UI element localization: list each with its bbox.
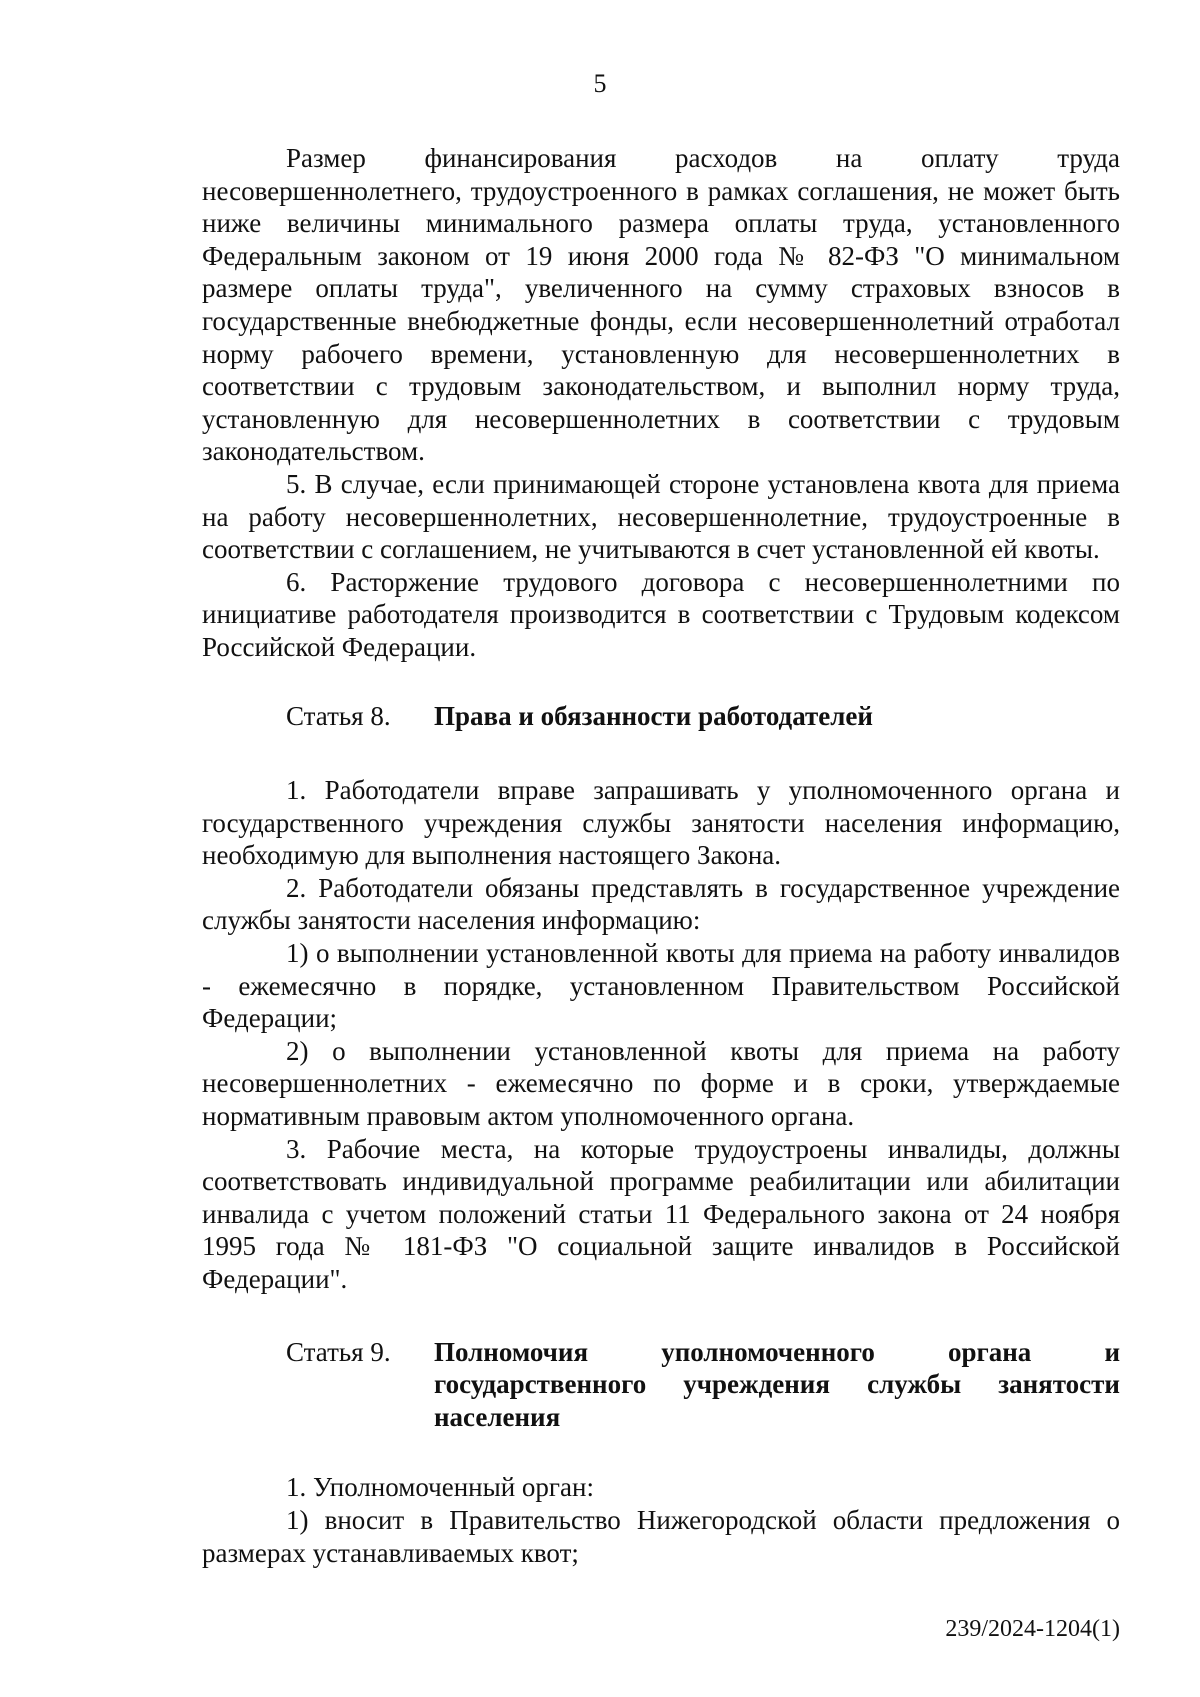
article-8-paragraph-2: 2. Работодатели обязаны представлять в государственное учреждение службы занятости населения информацию:	[202, 872, 1120, 936]
article-9-heading	[202, 1336, 1120, 1434]
article-8-subitem-1: 1) о выполнении установленной квоты для приема на работу инвалидов - ежемесячно в порядке, установленном Правительством Российской Федерации;	[202, 938, 1120, 1034]
article-9-title: Полномочия уполномоченного органа и государственного учреждения службы занятости населения	[434, 1336, 1120, 1432]
article-8-paragraph-3: 3. Рабочие места, на которые трудоустроены инвалиды, должны соответствовать индивидуальной программе реабилитации или абилитации инвалида с учетом положений статьи 11 Федерального закона от 24 ноября 1995 года № 181-ФЗ "О социальной защите инвалидов в Российской Федерации".	[202, 1133, 1120, 1294]
article-8-title: Права и обязанности работодателей	[434, 700, 873, 731]
paragraph-financing: Размер финансирования расходов на оплату труда несовершеннолетнего, трудоустроенного в рамках соглашения, не может быть ниже величины минимального размера оплаты труда, установленного Федеральным законом от 19 июня 2000 года № 82-ФЗ "О минимальном размере оплаты труда", увеличенного на сумму страховых взносов в государственные внебюджетные фонды, если несовершеннолетний отработал норму рабочего времени, установленную для несовершеннолетних в соответствии с трудовым законодательством, и выполнил норму труда, установленную для несовершеннолетних в соответствии с трудовым законодательством.	[202, 143, 1120, 467]
article-9-paragraph-1: 1. Уполномоченный орган:	[286, 1472, 594, 1503]
article-8-subitem-2: 2) о выполнении установленной квоты для приема на работу несовершеннолетних - ежемесячно по форме и в сроки, утверждаемые нормативным правовым актом уполномоченного органа.	[202, 1035, 1120, 1132]
page-number: 5	[593, 69, 607, 98]
article-8-label: Статья 8.	[286, 700, 391, 731]
paragraph-item-5: 5. В случае, если принимающей стороне установлена квота для приема на работу несовершеннолетних, несовершеннолетние, трудоустроенные в соответствии с соглашением, не учитываются в счет установленной ей квоты.	[202, 468, 1120, 565]
paragraph-item-6: 6. Расторжение трудового договора с несовершеннолетними по инициативе работодателя производится в соответствии с Трудовым кодексом Российской Федерации.	[202, 566, 1120, 662]
article-9-label: Статья 9.	[286, 1336, 391, 1367]
article-8-paragraph-1: 1. Работодатели вправе запрашивать у уполномоченного органа и государственного учреждения службы занятости населения информацию, необходимую для выполнения настоящего Закона.	[202, 775, 1120, 871]
document-body	[202, 142, 1120, 1569]
document-code: 239/2024-1204(1)	[945, 1616, 1120, 1642]
article-8-heading	[202, 700, 1120, 733]
article-9-subitem-1: 1) вносит в Правительство Нижегородской области предложения о размерах устанавливаемых квот;	[202, 1504, 1120, 1568]
